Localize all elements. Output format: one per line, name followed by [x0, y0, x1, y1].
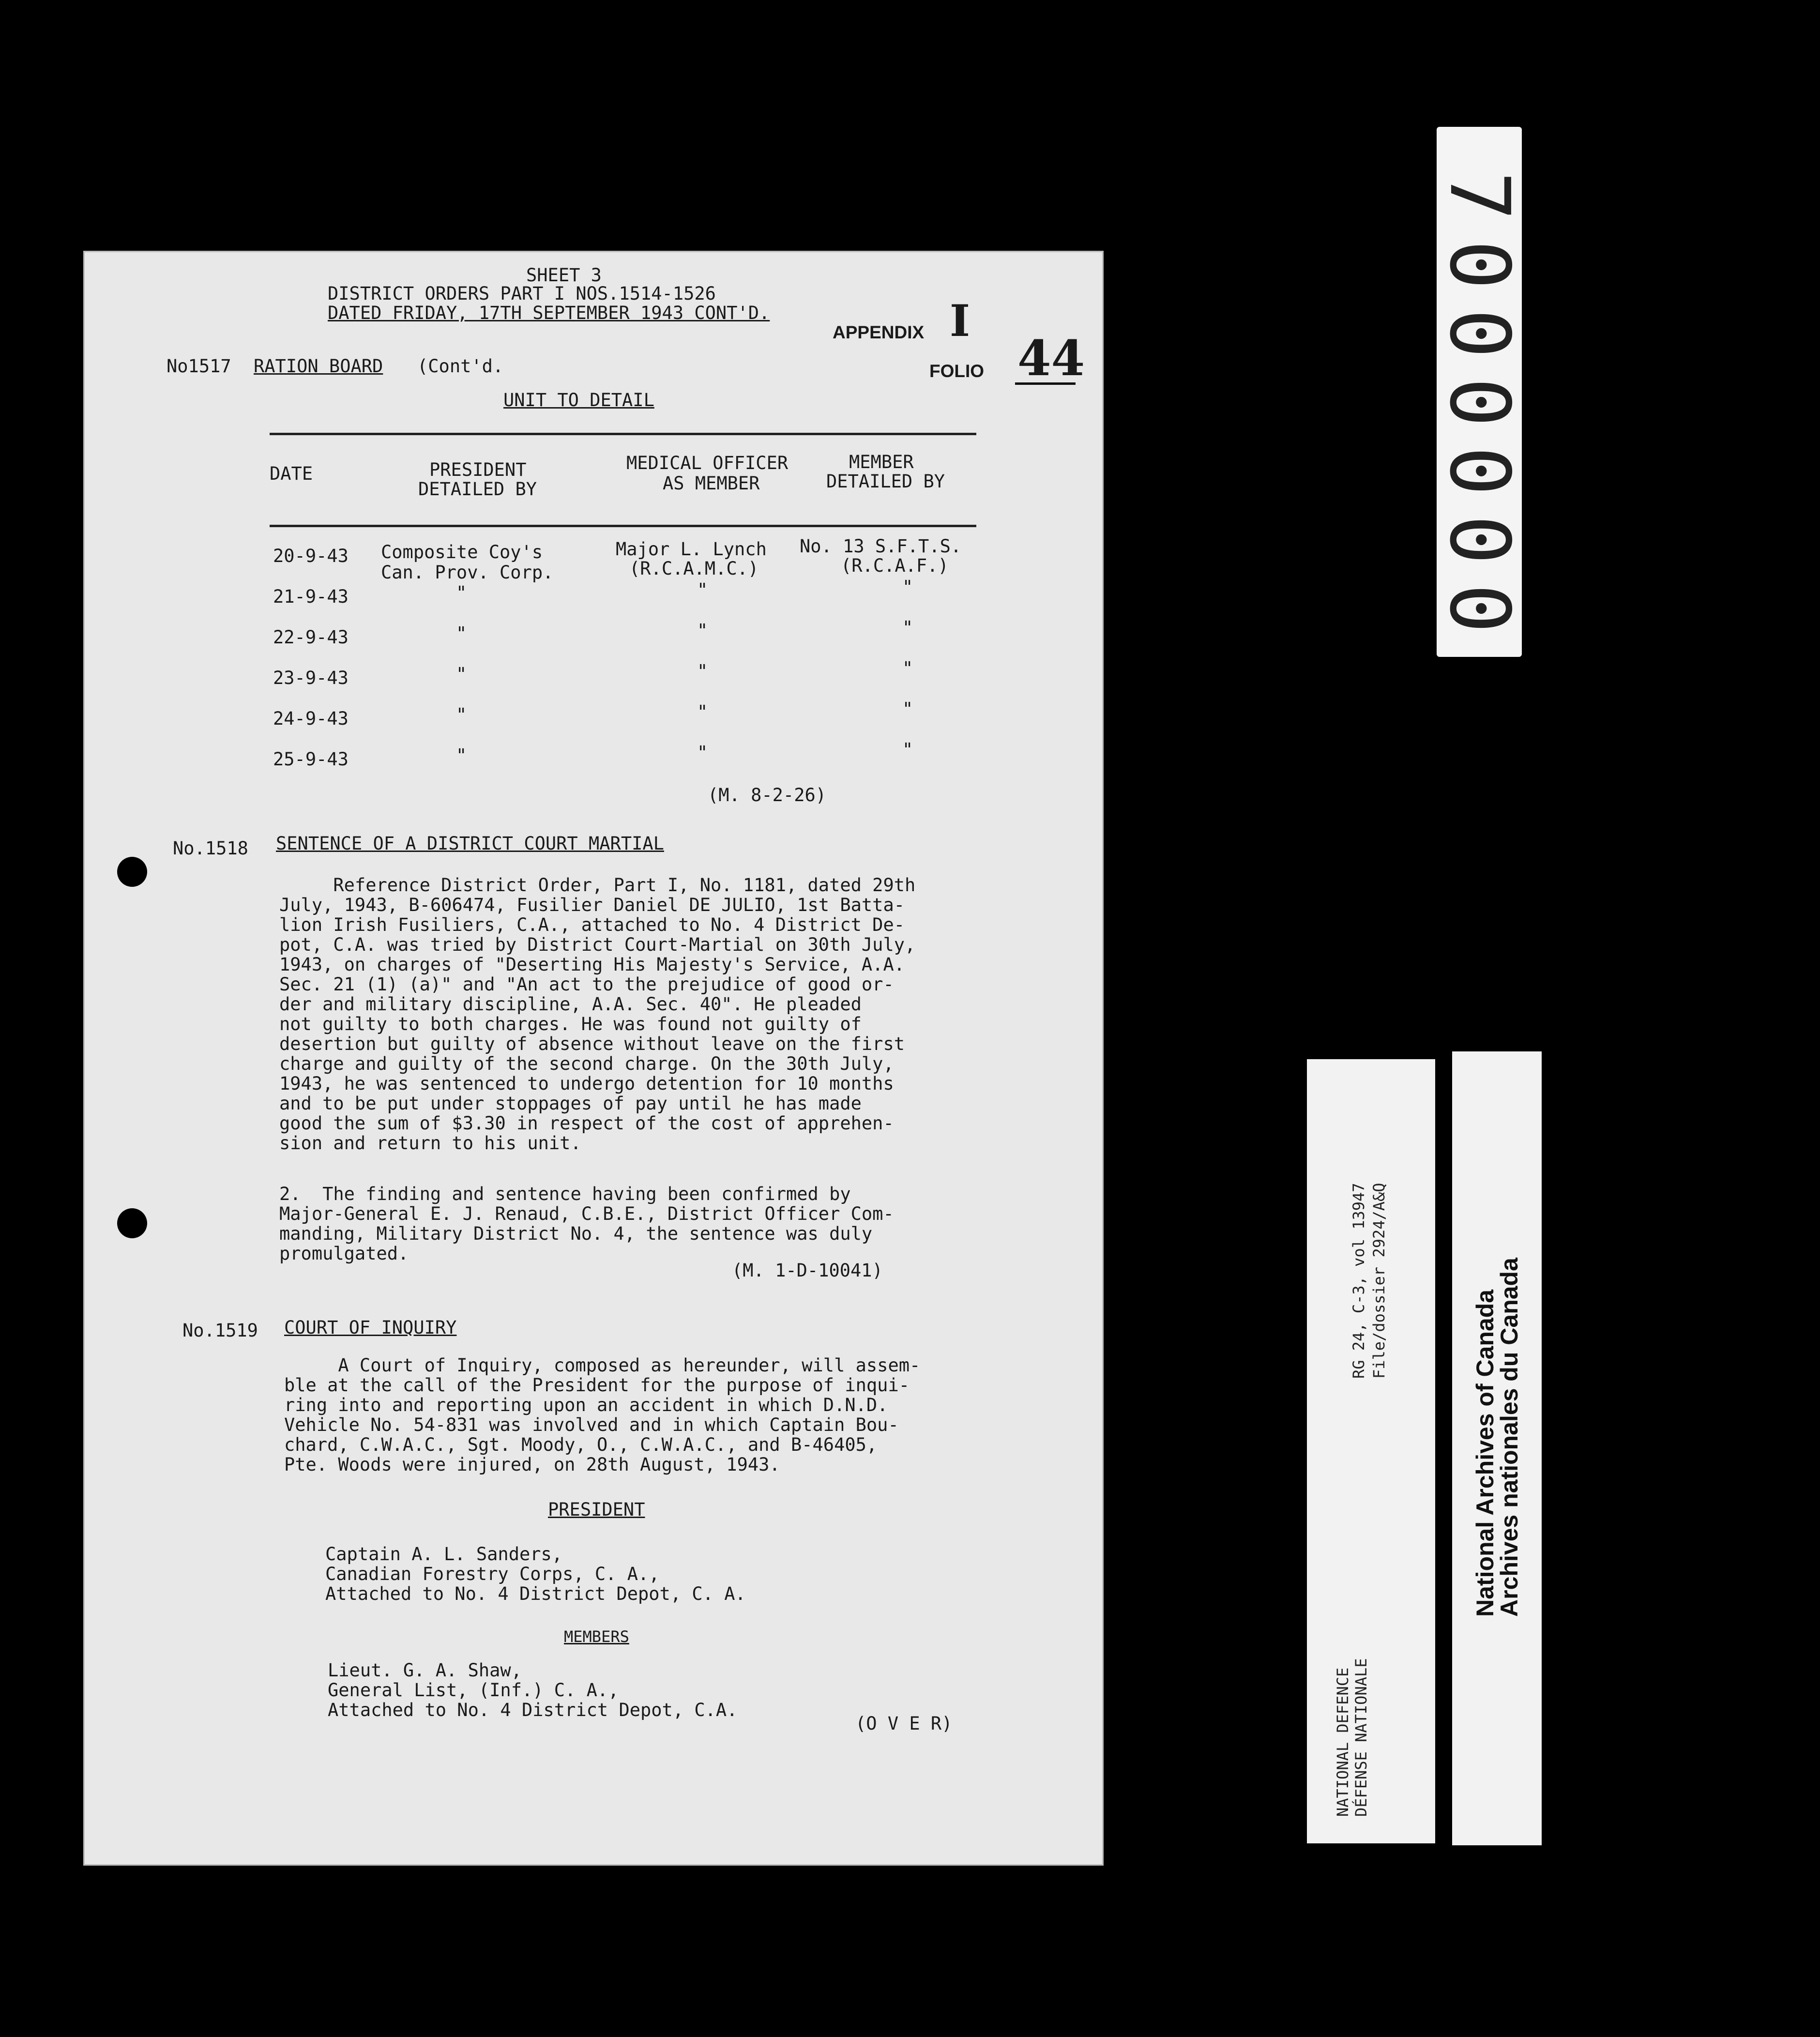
row-date: 21-9-43	[273, 586, 349, 607]
paragraph-line: 1943, he was sentenced to undergo detention for 10 months	[279, 1073, 894, 1094]
appendix-value: I	[950, 295, 971, 347]
column-header-president: PRESIDENT	[429, 459, 527, 480]
row-member: "	[902, 617, 913, 638]
column-header-date: DATE	[270, 463, 313, 484]
president-line: Attached to No. 4 District Depot, C. A.	[325, 1583, 746, 1604]
microfilm-frame-number	[1431, 127, 1527, 657]
source-reference-label	[1307, 1059, 1435, 1843]
row-medical: "	[697, 661, 708, 682]
frame-digit: 0	[1431, 308, 1527, 359]
row-president: "	[456, 623, 467, 644]
paragraph-line: Sec. 21 (1) (a)" and "An act to the prejudice of good or-	[279, 974, 894, 995]
source-reference-line-2: File/dossier 2924/A&Q	[1370, 1183, 1388, 1379]
row-president: "	[456, 664, 467, 684]
folio-underline	[1015, 382, 1076, 385]
archives-label	[1452, 1051, 1542, 1845]
paragraph-line: Major-General E. J. Renaud, C.B.E., District Officer Com-	[279, 1203, 894, 1224]
paragraph-line: Vehicle No. 54-831 was involved and in which Captain Bou-	[284, 1414, 899, 1435]
president-heading: PRESIDENT	[548, 1499, 645, 1520]
paragraph-line: and to be put under stoppages of pay until he has made	[279, 1093, 862, 1114]
row-president: "	[456, 704, 467, 725]
row-date: 23-9-43	[273, 668, 349, 688]
frame-digit: 0	[1431, 583, 1527, 634]
order-title-suffix-1517: (Cont'd.	[417, 356, 504, 377]
department-line-2: DÉFENSE NATIONALE	[1352, 1658, 1370, 1817]
source-reference-line-1: RG 24, C-3, vol 13947	[1350, 1183, 1368, 1379]
member-line: Lieut. G. A. Shaw,	[328, 1660, 522, 1681]
frame-digit: 0	[1431, 377, 1527, 427]
order-number-1518: No.1518	[173, 838, 248, 859]
folio-value: 44	[1017, 330, 1085, 387]
row-member: "	[902, 699, 913, 719]
row-member: "	[902, 577, 913, 597]
paragraph-line: ring into and reporting upon an accident in which D.N.D.	[284, 1395, 888, 1415]
row-president: Composite Coy's	[381, 542, 543, 562]
paragraph-line: desertion but guilty of absence without leave on the first	[279, 1034, 905, 1054]
row-medical: Major L. Lynch	[616, 539, 767, 560]
orders-line: DISTRICT ORDERS PART I NOS.1514-1526	[328, 283, 716, 304]
punch-hole	[117, 1208, 147, 1238]
paragraph-line: pot, C.A. was tried by District Court-Martial on 30th July,	[279, 934, 916, 955]
frame-digit: 7	[1431, 171, 1527, 221]
paragraph-line: good the sum of $3.30 in respect of the cost of apprehen-	[279, 1113, 894, 1134]
paragraph-line: manding, Military District No. 4, the sentence was duly	[279, 1223, 873, 1244]
paragraph-line: July, 1943, B-606474, Fusilier Daniel DE JULIO, 1st Batta-	[279, 895, 905, 915]
appendix-label: APPENDIX	[833, 322, 925, 342]
member-line: General List, (Inf.) C. A.,	[328, 1680, 619, 1701]
order-reference-1517: (M. 8-2-26)	[708, 785, 827, 806]
order-title-1517: RATION BOARD	[254, 356, 383, 377]
column-header-medical-line2: AS MEMBER	[663, 473, 760, 494]
order-title-1519: COURT OF INQUIRY	[284, 1317, 457, 1338]
row-medical-line2: (R.C.A.M.C.)	[629, 558, 759, 579]
row-date: 24-9-43	[273, 708, 349, 729]
column-header-member: MEMBER	[849, 452, 914, 472]
frame-digit: 0	[1431, 446, 1527, 496]
member-line: Attached to No. 4 District Depot, C.A.	[328, 1700, 738, 1720]
paragraph-line: chard, C.W.A.C., Sgt. Moody, O., C.W.A.C., and B-46405,	[284, 1434, 878, 1455]
row-medical: "	[697, 742, 708, 763]
row-medical: "	[697, 579, 708, 600]
paragraph-line: 2. The finding and sentence having been confirmed by	[279, 1184, 851, 1204]
table-top-rule	[270, 433, 976, 435]
row-president: "	[456, 745, 467, 766]
department-line-1: NATIONAL DEFENCE	[1334, 1667, 1352, 1817]
president-line: Captain A. L. Sanders,	[325, 1544, 563, 1565]
order-reference-1518: (M. 1-D-10041)	[732, 1260, 883, 1281]
row-medical: "	[697, 620, 708, 641]
column-header-president-line2: DETAILED BY	[418, 479, 537, 500]
order-title-1518: SENTENCE OF A DISTRICT COURT MARTIAL	[276, 833, 664, 854]
column-header-medical: MEDICAL OFFICER	[626, 453, 789, 473]
row-member-line2: (R.C.A.F.)	[841, 555, 949, 576]
row-date: 25-9-43	[273, 749, 349, 770]
paragraph-line: Pte. Woods were injured, on 28th August, 1943.	[284, 1454, 780, 1475]
row-date: 20-9-43	[273, 546, 349, 566]
folio-label: FOLIO	[929, 361, 985, 381]
punch-hole	[117, 857, 147, 887]
paragraph-line: not guilty to both charges. He was found not guilty of	[279, 1014, 862, 1034]
row-medical: "	[697, 701, 708, 722]
paragraph-line: 1943, on charges of "Deserting His Majesty's Service, A.A.	[279, 954, 905, 975]
table-header-rule	[270, 525, 976, 527]
order-number-1519: No.1519	[182, 1320, 258, 1341]
dated-line: DATED FRIDAY, 17TH SEPTEMBER 1943 CONT'D.	[328, 303, 770, 323]
paragraph-line: Reference District Order, Part I, No. 1181, dated 29th	[279, 875, 916, 896]
paragraph-line: promulgated.	[279, 1243, 409, 1264]
row-date: 22-9-43	[273, 627, 349, 648]
unit-to-detail-heading: UNIT TO DETAIL	[503, 390, 654, 410]
paragraph-line: ble at the call of the President for the purpose of inqui-	[284, 1375, 910, 1396]
president-line: Canadian Forestry Corps, C. A.,	[325, 1564, 660, 1584]
row-member: "	[902, 739, 913, 760]
paragraph-line: der and military discipline, A.A. Sec. 40". He pleaded	[279, 994, 862, 1015]
row-president: "	[456, 582, 467, 603]
over-marker: (O V E R)	[855, 1713, 953, 1734]
archives-name-french: Archives nationales du Canada	[1496, 1258, 1523, 1617]
frame-digit: 0	[1431, 515, 1527, 565]
archives-name-english: National Archives of Canada	[1471, 1289, 1499, 1617]
document-page	[83, 251, 1104, 1866]
sheet-number: SHEET 3	[526, 265, 602, 286]
members-heading: MEMBERS	[564, 1627, 629, 1646]
paragraph-line: charge and guilty of the second charge. On the 30th July,	[279, 1053, 894, 1074]
frame-digit: 0	[1431, 240, 1527, 290]
row-member: "	[902, 658, 913, 679]
row-president-line2: Can. Prov. Corp.	[381, 562, 554, 583]
paragraph-line: A Court of Inquiry, composed as hereunder, will assem-	[284, 1355, 921, 1376]
paragraph-line: sion and return to his unit.	[279, 1133, 581, 1154]
row-member: No. 13 S.F.T.S.	[800, 536, 962, 557]
order-number-1517: No1517	[167, 356, 231, 377]
column-header-member-line2: DETAILED BY	[826, 471, 945, 492]
paragraph-line: lion Irish Fusiliers, C.A., attached to No. 4 District De-	[279, 914, 905, 935]
